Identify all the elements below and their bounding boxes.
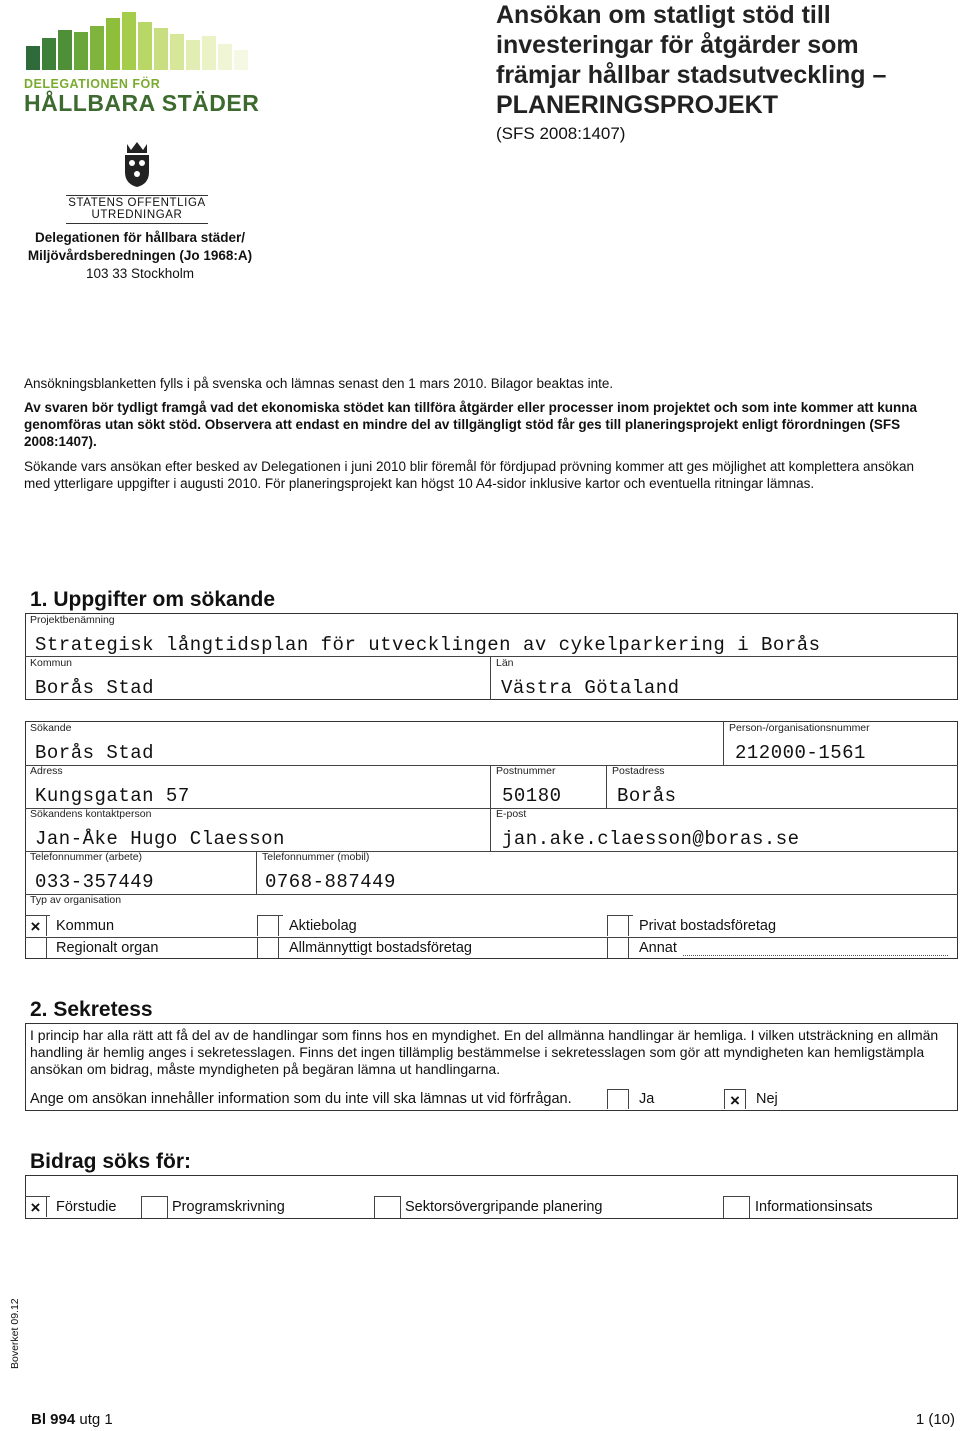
postnr-field[interactable]: 50180: [502, 785, 562, 807]
kommun-label: Kommun: [30, 657, 73, 669]
city-skyline-icon: [24, 8, 269, 70]
postnr-label: Postnummer: [496, 765, 556, 777]
option-allmannyttigt: Allmännyttigt bostadsföretag: [289, 940, 472, 956]
lan-field[interactable]: Västra Götaland: [501, 677, 680, 699]
intro-p2: Av svaren bör tydligt framgå vad det ekonomiska stödet kan tillföra åtgärder eller processer inom projektet och som inte kommer att kunna genomföras utan sökt stöd. Observera att endast en mindre del av tillgängligt stöd får ges till planeringsprojekt enligt förordningen (SFS 2008:1407).: [24, 400, 917, 449]
epost-field[interactable]: jan.ake.claesson@boras.se: [502, 828, 800, 850]
tel-arbete-label: Telefonnummer (arbete): [30, 851, 143, 863]
form-number: Bl 994 utg 1: [31, 1411, 113, 1428]
option-ja: Ja: [639, 1091, 655, 1107]
adress-field[interactable]: Kungsgatan 57: [35, 785, 190, 807]
lan-label: Län: [496, 657, 514, 669]
checkbox-aktiebolag[interactable]: [257, 916, 279, 936]
dhs-logo-line1: DELEGATIONEN FÖR: [24, 77, 161, 91]
recipient-address: Delegationen för hållbara städer/ Miljövårdsberedningen (Jo 1968:A) 103 33 Stockholm: [27, 230, 253, 281]
adress-label: Adress: [30, 765, 63, 777]
sokande-label: Sökande: [30, 722, 72, 734]
option-privat: Privat bostadsföretag: [639, 918, 777, 934]
tel-mobil-label: Telefonnummer (mobil): [262, 851, 370, 863]
intro-p1: Ansökningsblanketten fylls i på svenska och lämnas senast den 1 mars 2010. Bilagor beaktas inte.: [24, 376, 614, 391]
checkbox-programskrivning[interactable]: [141, 1196, 168, 1218]
checkbox-forstudie[interactable]: ×: [25, 1197, 47, 1217]
projekt-field[interactable]: Strategisk långtidsplan för utvecklingen av cykelparkering i Borås: [35, 634, 821, 656]
side-label: Boverket 09.12: [9, 1298, 21, 1369]
checkbox-kommun[interactable]: ×: [25, 916, 47, 936]
typ-label: Typ av organisation: [30, 894, 122, 906]
sfs-reference: (SFS 2008:1407): [496, 124, 626, 143]
option-forstudie: Förstudie: [56, 1199, 117, 1215]
intro-p3: Sökande vars ansökan efter besked av Delegationen i juni 2010 blir föremål för fördjupad prövning kommer att ges möjlighet att komplettera ansökan med ytterligare uppgifter i augusti 2010. För planeringsprojekt kan högst 10 A4-sidor inklusive kartor och eventuella ritningar lämnas.: [24, 459, 915, 491]
option-sektorsovergripande: Sektorsövergripande planering: [405, 1199, 603, 1215]
tel-mobil-field[interactable]: 0768-887449: [265, 871, 396, 893]
option-programskrivning: Programskrivning: [172, 1199, 285, 1215]
kontakt-field[interactable]: Jan-Åke Hugo Claesson: [35, 828, 285, 850]
checkbox-informationsinsats[interactable]: [723, 1196, 750, 1218]
checkbox-allmannyttigt[interactable]: [257, 938, 279, 958]
sekretess-text: I princip har alla rätt att få del av de handlingar som finns hos en myndighet. En del allmänna handlingar är hemliga. I vilken utsträckning en allmän handling är hemlig anges i sekretesslagen. Finns det ingen tillämplig bestämmelse i sekretesslagen som gör att myndigheten kan hemligstämpla ansökan om bidrag, måste myndigheten på begäran lämna ut handlingarna.: [30, 1027, 939, 1077]
sou-line2: UTREDNINGAR: [91, 209, 183, 221]
checkbox-ja[interactable]: [607, 1089, 629, 1109]
orgnr-label: Person-/organisationsnummer: [729, 722, 870, 734]
checkbox-privat[interactable]: [607, 916, 629, 936]
projekt-label: Projektbenämning: [30, 614, 115, 626]
sokande-field[interactable]: Borås Stad: [35, 742, 155, 764]
option-annat: Annat: [639, 940, 677, 956]
sou-logo: [66, 140, 208, 224]
kommun-field[interactable]: Borås Stad: [35, 677, 155, 699]
page-number: 1 (10): [915, 1411, 955, 1428]
postadress-label: Postadress: [612, 765, 665, 777]
option-informationsinsats: Informationsinsats: [755, 1199, 873, 1215]
dhs-logo-line2: HÅLLBARA STÄDER: [24, 90, 260, 116]
option-regionalt: Regionalt organ: [56, 940, 159, 956]
section2-heading: 2. Sekretess: [30, 998, 153, 1021]
epost-label: E-post: [496, 808, 527, 820]
tel-arbete-field[interactable]: 033-357449: [35, 871, 155, 893]
option-nej: Nej: [756, 1091, 778, 1107]
sou-line1: STATENS OFFENTLIGA: [68, 197, 206, 209]
section3-heading: Bidrag söks för:: [30, 1150, 192, 1173]
crown-shield-icon: [121, 140, 153, 188]
checkbox-regionalt[interactable]: [25, 938, 47, 958]
dhs-logo: [24, 8, 269, 116]
option-kommun: Kommun: [56, 918, 115, 934]
checkbox-annat[interactable]: [607, 938, 629, 958]
form-title: Ansökan om statligt stöd till investeringar för åtgärder som främjar hållbar stadsutveckling – PLANERINGSPROJEKT: [496, 1, 887, 119]
orgnr-field[interactable]: 212000-1561: [735, 742, 866, 764]
kontakt-label: Sökandens kontaktperson: [30, 808, 152, 820]
checkbox-sektorsovergripande[interactable]: [374, 1196, 401, 1218]
section1-heading: 1. Uppgifter om sökande: [30, 588, 276, 611]
postadress-field[interactable]: Borås: [617, 785, 677, 807]
annat-line[interactable]: [683, 955, 948, 956]
checkbox-nej[interactable]: ×: [724, 1089, 746, 1109]
option-aktiebolag: Aktiebolag: [289, 918, 357, 934]
sekretess-question: Ange om ansökan innehåller information som du inte vill ska lämnas ut vid förfrågan.: [30, 1091, 572, 1107]
